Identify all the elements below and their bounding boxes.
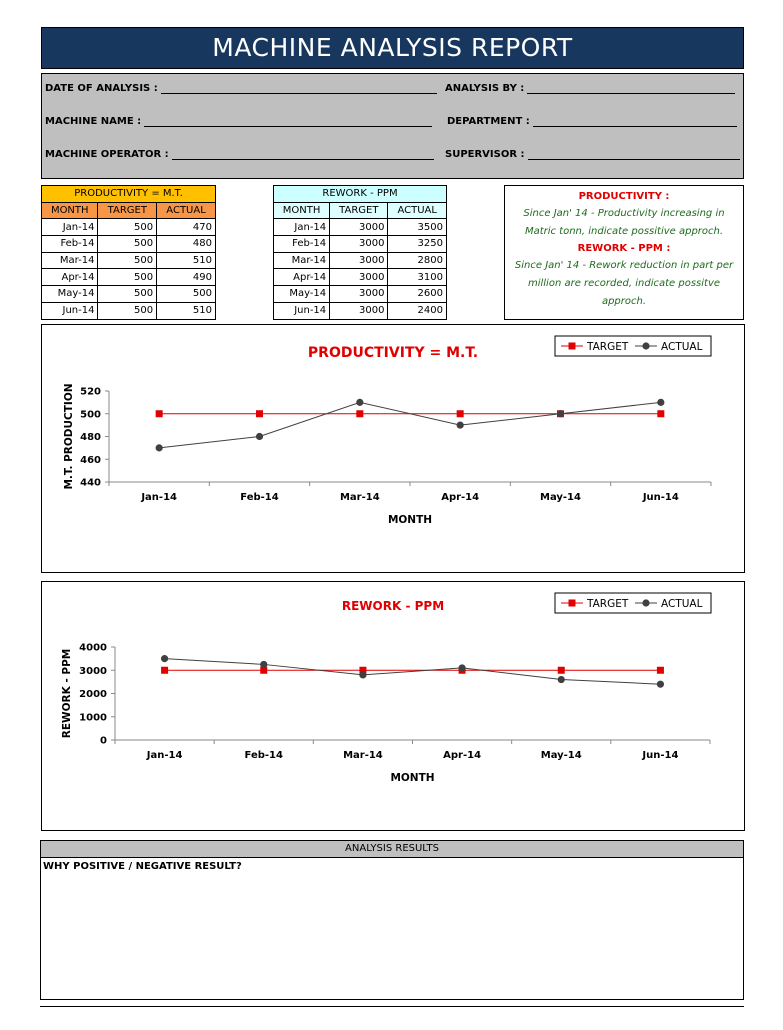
productivity-table-cell: Jun-14 [42,302,98,319]
actual-point [256,433,263,440]
legend-actual-marker [642,342,649,349]
machine-operator-label: MACHINE OPERATOR : [45,149,169,160]
productivity-table [41,185,216,320]
productivity-table-row [42,269,216,286]
x-tick-label: Jan-14 [146,750,183,761]
productivity-table-row [42,286,216,303]
actual-point [356,399,363,406]
rework-table-row [274,286,447,303]
rework-table-cell: 2800 [388,252,447,269]
productivity-table-cell: 500 [98,302,157,319]
machine-operator-row [45,148,434,160]
productivity-table-cell: 500 [98,236,157,253]
productivity-table-cell: 500 [157,286,216,303]
y-tick-label: 460 [80,454,101,466]
date-of-analysis-field[interactable] [161,82,437,94]
rework-table-cell: 3000 [330,252,388,269]
actual-point [657,399,664,406]
legend-actual-label: ACTUAL [661,598,703,610]
y-tick-label: 500 [80,409,101,421]
target-point [256,410,263,417]
x-tick-label: Mar-14 [343,750,383,761]
x-tick-label: Jun-14 [642,492,679,503]
rework-table-cell: Apr-14 [274,269,330,286]
legend-actual-marker [642,599,649,606]
productivity-table-cell: 490 [157,269,216,286]
rework-chart [41,581,745,831]
productivity-chart [41,324,745,573]
target-point [161,667,168,674]
productivity-table-row [42,302,216,319]
rework-table [273,185,447,320]
rework-table-cell: 3250 [388,236,447,253]
legend-actual-label: ACTUAL [661,341,703,353]
analysis-by-row [445,82,735,94]
productivity-table-caption: PRODUCTIVITY = M.T. [42,186,216,203]
productivity-table-cell: Jan-14 [42,219,98,236]
productivity-table-row [42,252,216,269]
actual-point [457,422,464,429]
target-point [457,410,464,417]
rework-table-cell: Jun-14 [274,302,330,319]
supervisor-field[interactable] [528,148,740,160]
rework-note-heading: REWORK - PPM : [577,243,671,254]
rework-note-text: Since Jan' 14 - Rework reduction in part per million are recorded, indicate possitve approch. [514,260,734,307]
date-of-analysis-row [45,82,437,94]
productivity-table-cell: 510 [157,252,216,269]
y-tick-label: 520 [80,386,101,398]
rework-header-actual: ACTUAL [388,202,447,219]
target-point [156,410,163,417]
x-tick-label: Mar-14 [339,492,380,503]
rework-chart-svg [42,582,744,830]
supervisor-row [445,148,740,160]
rework-table-cell: 3500 [388,219,447,236]
rework-table-cell: 3000 [330,236,388,253]
productivity-table-cell: 500 [98,252,157,269]
actual-point [657,681,664,688]
rework-table-caption: REWORK - PPM [274,186,447,203]
actual-point [161,655,168,662]
rework-table-cell: Feb-14 [274,236,330,253]
x-tick-label: Jan-14 [141,492,177,503]
productivity-table-cell: 500 [98,286,157,303]
target-point [558,667,565,674]
actual-point [359,671,366,678]
report-info-section [41,73,744,179]
rework-header-month: MONTH [274,202,330,219]
rework-table-cell: 3000 [330,219,388,236]
x-axis-label: MONTH [387,514,433,526]
rework-table-cell: 3000 [330,269,388,286]
target-point [657,410,664,417]
y-tick-label: 4000 [79,642,107,654]
productivity-table-row [42,219,216,236]
machine-name-row [45,115,432,127]
rework-table-row [274,219,447,236]
productivity-table-row [42,236,216,253]
x-tick-label: Apr-14 [443,750,482,761]
date-of-analysis-label: DATE OF ANALYSIS : [45,83,158,94]
productivity-table-cell: Feb-14 [42,236,98,253]
rework-table-cell: 2600 [388,286,447,303]
department-row [447,115,737,127]
y-tick-label: 480 [80,432,101,443]
analysis-results-header: ANALYSIS RESULTS [41,841,743,858]
productivity-table-cell: Apr-14 [42,269,98,286]
actual-point [156,444,163,451]
analysis-results-question: WHY POSITIVE / NEGATIVE RESULT? [43,861,242,872]
productivity-table-cell: 510 [157,302,216,319]
productivity-header-actual: ACTUAL [157,202,216,219]
productivity-table-cell: 500 [98,269,157,286]
page-bottom-divider [40,1006,744,1007]
x-tick-label: Feb-14 [244,750,283,761]
x-tick-label: Jun-14 [642,750,679,761]
rework-table-row [274,302,447,319]
actual-series-line [159,402,661,448]
x-tick-label: Feb-14 [240,492,279,503]
analysis-notes [504,185,744,320]
legend-target-label: TARGET [587,598,629,610]
y-axis-label: REWORK - PPM [61,648,73,739]
productivity-chart-svg [42,325,744,572]
supervisor-label: SUPERVISOR : [445,149,525,160]
actual-series-line [165,659,661,685]
chart-title: PRODUCTIVITY = M.T. [307,345,479,361]
y-tick-label: 3000 [79,665,107,677]
machine-name-field[interactable] [144,115,432,127]
rework-table-cell: 2400 [388,302,447,319]
rework-table-cell: May-14 [274,286,330,303]
rework-table-row [274,236,447,253]
y-tick-label: 0 [100,735,107,747]
productivity-table-cell: 470 [157,219,216,236]
productivity-table-cell: 500 [98,219,157,236]
y-tick-label: 1000 [79,712,107,724]
rework-header-target: TARGET [330,202,388,219]
rework-table-cell: 3100 [388,269,447,286]
rework-table-row [274,252,447,269]
analysis-by-field[interactable] [527,82,735,94]
legend-target-marker [569,600,576,607]
productivity-table-cell: Mar-14 [42,252,98,269]
x-tick-label: Apr-14 [441,492,480,503]
legend-target-label: TARGET [587,341,629,353]
productivity-table-cell: 480 [157,236,216,253]
x-tick-label: May-14 [540,750,582,761]
legend-target-marker [569,343,576,350]
productivity-table-cell: May-14 [42,286,98,303]
actual-point [260,661,267,668]
x-axis-label: MONTH [390,772,435,784]
chart-title: REWORK - PPM [341,599,445,613]
machine-name-label: MACHINE NAME : [45,116,142,127]
target-point [356,410,363,417]
productivity-header-target: TARGET [98,202,157,219]
rework-table-cell: Mar-14 [274,252,330,269]
analysis-results-section [40,840,744,1000]
actual-point [458,664,465,671]
actual-point [557,410,564,417]
productivity-note-heading: PRODUCTIVITY : [578,191,670,202]
department-field[interactable] [533,115,737,127]
y-axis-label: M.T. PRODUCTION [63,383,75,490]
rework-table-cell: 3000 [330,286,388,303]
productivity-note-text: Since Jan' 14 - Productivity increasing in Matric tonn, indicate possitive approch. [523,208,725,237]
rework-table-row [274,269,447,286]
report-title: MACHINE ANALYSIS REPORT [41,27,744,69]
analysis-by-label: ANALYSIS BY : [445,83,525,94]
target-point [657,667,664,674]
productivity-header-month: MONTH [42,202,98,219]
actual-point [558,676,565,683]
y-tick-label: 2000 [79,689,107,700]
machine-operator-field[interactable] [172,148,434,160]
rework-table-cell: Jan-14 [274,219,330,236]
y-tick-label: 440 [80,477,101,489]
department-label: DEPARTMENT : [447,116,530,127]
x-tick-label: May-14 [540,492,581,503]
rework-table-cell: 3000 [330,302,388,319]
